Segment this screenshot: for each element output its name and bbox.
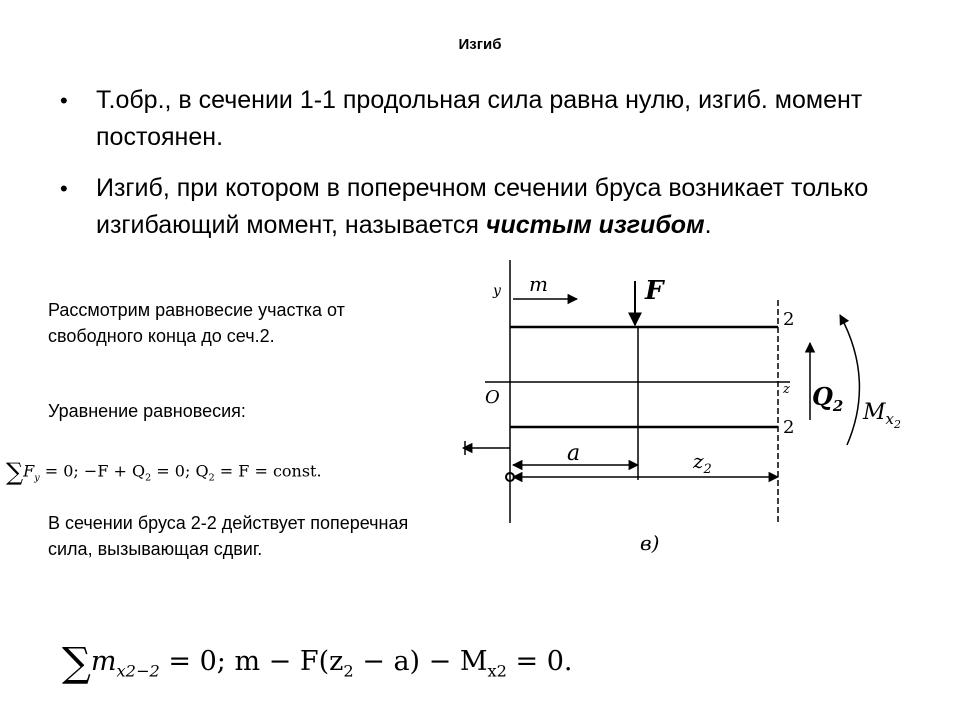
- bullet-dot-icon: •: [60, 88, 68, 113]
- dimension-z2-label: $z_2$: [693, 449, 712, 477]
- formula-m-part: − a) − M: [353, 645, 488, 677]
- section-2-top-label: 2: [783, 309, 795, 330]
- equation-heading: Уравнение равновесия:: [48, 401, 246, 421]
- force-balance-formula: [6, 458, 322, 486]
- bullet-item-2: [60, 170, 884, 244]
- y-axis-label: y: [493, 283, 501, 299]
- dimension-a-label: a: [567, 441, 581, 466]
- section-2-bottom-label: 2: [783, 417, 795, 438]
- formula-m-part: = 0; m − F(z: [159, 645, 344, 677]
- beam-diagram: [455, 255, 925, 580]
- sum-icon: ∑: [62, 638, 91, 686]
- sum-icon: ∑: [6, 458, 24, 486]
- formula-fy-part: = 0; −F + Q: [39, 461, 146, 481]
- formula-m-symbol: m: [90, 645, 117, 677]
- pure-bending-term: чистым изгибом: [485, 211, 705, 239]
- moment-mx2-label: $M_x2$: [863, 400, 901, 431]
- formula-fy-symbol: F: [23, 461, 35, 481]
- consider-paragraph: Рассмотрим равновесие участка от свободного конца до сеч.2.: [48, 300, 345, 346]
- z-axis-label: z: [783, 382, 790, 397]
- formula-fy-sub: 2: [145, 472, 152, 484]
- shear-q2-label: $Q_2$: [812, 382, 844, 415]
- moment-balance-formula: [62, 638, 573, 686]
- bullet-text-2-tail: .: [704, 211, 712, 239]
- bullet-text-1: Т.обр., в сечении 1-1 продольная сила равна нулю, изгиб. момент постоянен.: [96, 86, 863, 151]
- force-f-label: F: [645, 276, 664, 306]
- bullet-dot-icon: •: [60, 176, 68, 201]
- origin-label: O: [485, 387, 500, 408]
- bullet-item-1: [60, 82, 884, 156]
- formula-fy-sub: y: [34, 472, 40, 484]
- bullet-text-2: [96, 170, 884, 244]
- formula-m-sub: 2: [343, 661, 354, 681]
- formula-fy-part: = F = const.: [214, 461, 322, 481]
- slide-title: Изгиб: [458, 36, 502, 53]
- formula-m-part: = 0.: [506, 645, 573, 677]
- formula-m-sub: x2: [487, 661, 507, 681]
- diagram-caption: в): [640, 531, 660, 555]
- formula-fy-sub: 2: [208, 472, 215, 484]
- moment-mx2-arc: [840, 315, 859, 445]
- formula-fy-part: = 0; Q: [151, 461, 209, 481]
- moment-m-label: m: [529, 272, 548, 296]
- shear-paragraph: В сечении бруса 2-2 действует поперечная сила, вызывающая сдвиг.: [48, 513, 409, 559]
- formula-m-sub: x2−2: [116, 661, 160, 681]
- bullet-text-2-lead: Изгиб, при котором в поперечном сечении бруса возникает только изгибающий момент, называется: [96, 174, 869, 239]
